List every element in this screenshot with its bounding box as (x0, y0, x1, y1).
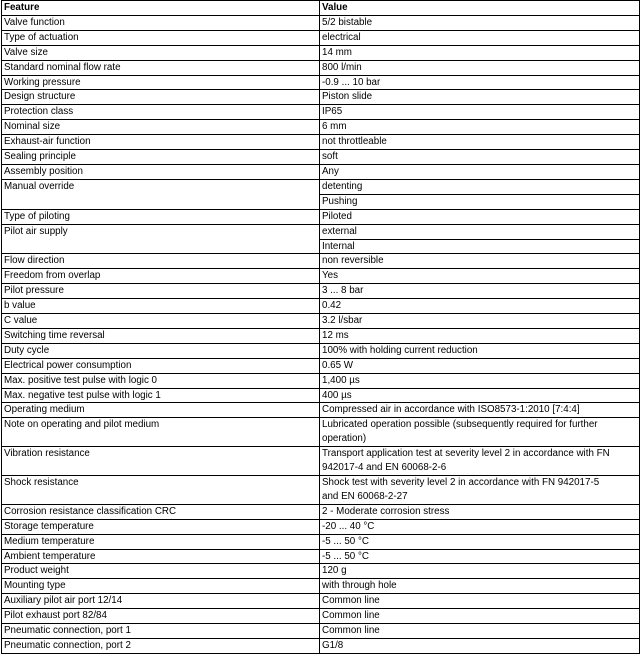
value-cell (320, 314, 640, 329)
table-row (2, 328, 640, 343)
value-cell (320, 447, 640, 476)
value-line: 400 µs (322, 389, 352, 401)
table-row (2, 30, 640, 45)
feature-cell: Pilot air supply (2, 224, 320, 254)
table-row (2, 314, 640, 329)
value-line: 942017-4 and EN 60068-2-6 (322, 462, 447, 474)
feature-cell: b value (2, 299, 320, 314)
feature-cell: Shock resistance (2, 476, 320, 505)
value-line: 3 ... 8 bar (322, 285, 364, 297)
feature-cell: Medium temperature (2, 534, 320, 549)
value-cell (320, 30, 640, 45)
table-row (2, 476, 640, 505)
value-line: Piloted (322, 210, 352, 222)
table-row (2, 358, 640, 373)
value-line: G1/8 (322, 639, 344, 651)
value-line: IP65 (322, 106, 343, 118)
value-cell (320, 90, 640, 105)
value-line: 3.2 l/sbar (322, 315, 363, 327)
value-cell (320, 224, 640, 254)
feature-cell: Pneumatic connection, port 2 (2, 638, 320, 653)
value-line: -0.9 ... 10 bar (322, 76, 381, 88)
table-row (2, 403, 640, 418)
value-cell (320, 609, 640, 624)
feature-cell: Note on operating and pilot medium (2, 418, 320, 447)
value-cell (320, 594, 640, 609)
feature-cell: Ambient temperature (2, 549, 320, 564)
table-row (2, 120, 640, 135)
value-cell (320, 75, 640, 90)
table-row (2, 594, 640, 609)
value-line: Pushing (320, 194, 639, 209)
value-line: 5/2 bistable (322, 16, 373, 28)
feature-cell: Working pressure (2, 75, 320, 90)
feature-cell: Freedom from overlap (2, 269, 320, 284)
feature-cell: Standard nominal flow rate (2, 60, 320, 75)
feature-cell: Duty cycle (2, 343, 320, 358)
value-cell (320, 624, 640, 639)
table-row (2, 579, 640, 594)
feature-cell: Exhaust-air function (2, 135, 320, 150)
feature-cell: Nominal size (2, 120, 320, 135)
value-line: -20 ... 40 °C (322, 520, 375, 532)
value-cell (320, 343, 640, 358)
value-line: Internal (320, 239, 639, 254)
table-row (2, 209, 640, 224)
feature-cell: Manual override (2, 179, 320, 209)
value-line: Shock test with severity level 2 in accordance with FN 942017-5 (322, 477, 600, 488)
value-cell (320, 328, 640, 343)
feature-cell: Storage temperature (2, 519, 320, 534)
table-row (2, 75, 640, 90)
value-cell (320, 105, 640, 120)
value-line: 12 ms (322, 329, 349, 341)
value-cell (320, 579, 640, 594)
value-cell (320, 549, 640, 564)
value-line: electrical (322, 31, 361, 43)
feature-cell: Switching time reversal (2, 328, 320, 343)
value-cell (320, 403, 640, 418)
value-line: -5 ... 50 °C (322, 535, 369, 547)
value-cell (320, 254, 640, 269)
table-row (2, 624, 640, 639)
table-row (2, 105, 640, 120)
value-line: Transport application test at severity level 2 in accordance with FN (322, 448, 610, 460)
value-cell (320, 135, 640, 150)
value-cell (320, 504, 640, 519)
value-cell (320, 209, 640, 224)
value-line: external (322, 225, 357, 237)
feature-cell: C value (2, 314, 320, 329)
value-line: Piston slide (322, 91, 373, 103)
table-row (2, 534, 640, 549)
value-line: 1,400 µs (322, 374, 360, 386)
table-row (2, 269, 640, 284)
feature-cell: Corrosion resistance classification CRC (2, 504, 320, 519)
table-row (2, 504, 640, 519)
table-row (2, 15, 640, 30)
feature-cell: Auxiliary pilot air port 12/14 (2, 594, 320, 609)
value-line: with through hole (322, 580, 397, 592)
table-row (2, 638, 640, 653)
value-cell (320, 60, 640, 75)
value-cell (320, 358, 640, 373)
value-cell (320, 373, 640, 388)
value-line: 100% with holding current reduction (322, 344, 478, 356)
table-row (2, 299, 640, 314)
feature-cell: Protection class (2, 105, 320, 120)
feature-cell: Type of piloting (2, 209, 320, 224)
value-cell (320, 299, 640, 314)
value-cell (320, 564, 640, 579)
header-feature: Feature (2, 1, 320, 16)
value-cell (320, 284, 640, 299)
table-row (2, 45, 640, 60)
value-line: and EN 60068-2-27 (322, 490, 408, 502)
table-row (2, 519, 640, 534)
table-row (2, 343, 640, 358)
value-line: operation) (322, 433, 367, 445)
value-cell (320, 179, 640, 209)
table-row (2, 447, 640, 476)
value-line: Any (322, 165, 339, 177)
feature-cell: Vibration resistance (2, 447, 320, 476)
value-cell (320, 269, 640, 284)
table-row (2, 90, 640, 105)
value-line: soft (322, 151, 338, 163)
feature-cell: Pilot exhaust port 82/84 (2, 609, 320, 624)
table-row (2, 60, 640, 75)
value-cell (320, 15, 640, 30)
value-cell (320, 534, 640, 549)
table-row (2, 150, 640, 165)
value-line: 2 - Moderate corrosion stress (322, 505, 450, 517)
feature-cell: Pneumatic connection, port 1 (2, 624, 320, 639)
value-cell (320, 45, 640, 60)
feature-cell: Electrical power consumption (2, 358, 320, 373)
table-row (2, 418, 640, 447)
feature-cell: Sealing principle (2, 150, 320, 165)
feature-cell: Assembly position (2, 164, 320, 179)
table-row (2, 164, 640, 179)
table-row (2, 373, 640, 388)
value-cell (320, 418, 640, 447)
feature-cell: Valve size (2, 45, 320, 60)
value-line: 14 mm (322, 46, 352, 58)
table-row (2, 609, 640, 624)
value-line: non reversible (322, 255, 384, 267)
table-row (2, 179, 640, 209)
feature-cell: Pilot pressure (2, 284, 320, 299)
value-line: Compressed air in accordance with ISO8573-1:2010 [7:4:4] (322, 404, 580, 416)
value-line: 800 l/min (322, 61, 362, 73)
value-line: 6 mm (322, 121, 347, 133)
value-line: 0.42 (322, 300, 342, 312)
value-cell (320, 519, 640, 534)
value-line: Yes (322, 270, 338, 282)
value-line: 120 g (322, 565, 347, 577)
value-cell (320, 476, 640, 505)
value-line: -5 ... 50 °C (322, 550, 369, 562)
spec-table (1, 0, 640, 654)
feature-cell: Valve function (2, 15, 320, 30)
value-cell (320, 638, 640, 653)
value-cell (320, 164, 640, 179)
value-line: Lubricated operation possible (subsequently required for further (322, 419, 598, 431)
table-row (2, 388, 640, 403)
value-line: Common line (322, 595, 380, 607)
table-row (2, 564, 640, 579)
feature-cell: Product weight (2, 564, 320, 579)
header-value: Value (320, 1, 640, 16)
value-cell (320, 150, 640, 165)
feature-cell: Flow direction (2, 254, 320, 269)
value-line: detenting (322, 180, 363, 192)
table-header-row (2, 1, 640, 16)
table-row (2, 549, 640, 564)
feature-cell: Operating medium (2, 403, 320, 418)
feature-cell: Mounting type (2, 579, 320, 594)
feature-cell: Max. negative test pulse with logic 1 (2, 388, 320, 403)
table-row (2, 254, 640, 269)
table-row (2, 284, 640, 299)
feature-cell: Design structure (2, 90, 320, 105)
value-line: 0.65 W (322, 359, 354, 371)
value-cell (320, 120, 640, 135)
value-line: Common line (322, 625, 380, 637)
table-body (2, 15, 640, 653)
feature-cell: Type of actuation (2, 30, 320, 45)
value-line: not throttleable (322, 136, 387, 148)
table-row (2, 224, 640, 254)
feature-cell: Max. positive test pulse with logic 0 (2, 373, 320, 388)
value-cell (320, 388, 640, 403)
table-row (2, 135, 640, 150)
value-line: Common line (322, 610, 380, 622)
